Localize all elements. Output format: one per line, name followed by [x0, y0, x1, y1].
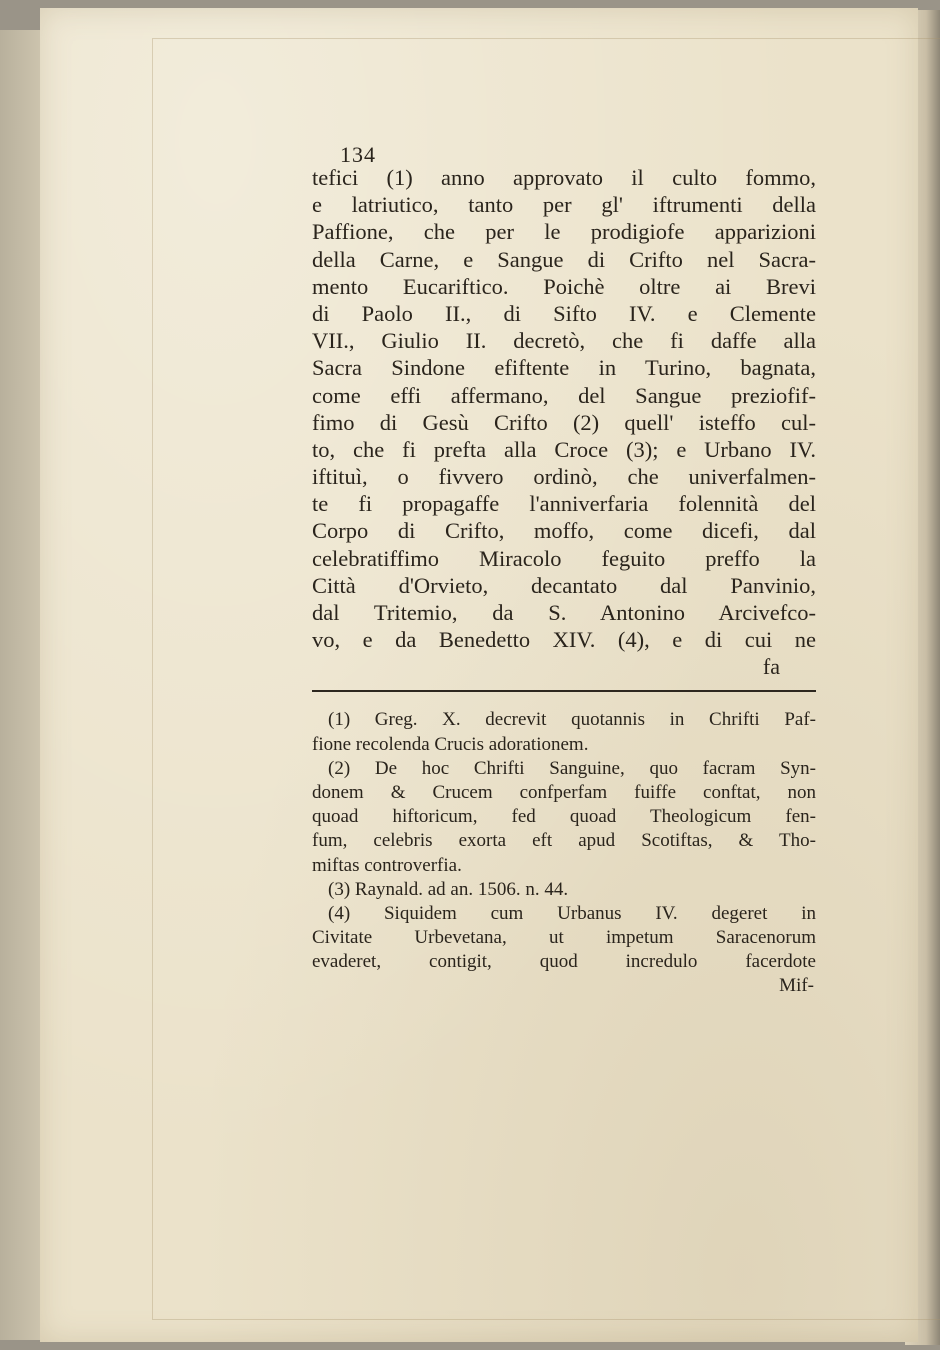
footnote-line: evaderet, contigit, quod incredulo facerdote — [312, 951, 816, 973]
footnote-line: (4) Siquidem cum Urbanus IV. degeret in — [328, 902, 816, 924]
body-line: VII., Giulio II. decretò, che fi daffe alla — [312, 328, 816, 354]
body-line: dal Tritemio, da S. Antonino Arcivefco- — [312, 600, 816, 625]
text-block — [312, 142, 816, 998]
footnote-line: fum, celebris exorta eft apud Scotiftas, & Tho- — [312, 830, 816, 852]
body-line: te fi propagaffe l'anniverfaria folennità del — [312, 491, 816, 517]
page-number: 134 — [340, 142, 376, 167]
footnote-line: (3) Raynald. ad an. 1506. n. 44. — [328, 878, 569, 900]
body-line: di Paolo II., di Sifto IV. e Clemente — [312, 300, 816, 326]
body-line: to, che fi prefta alla Croce (3); e Urbano IV. — [312, 436, 816, 462]
body-line: vo, e da Benedetto XIV. (4), e di cui ne — [312, 627, 816, 653]
body-line: fimo di Gesù Crifto (2) quell' isteffo cul- — [312, 409, 816, 435]
body-line: iftituì, o fivvero ordinò, che univerfalmen- — [312, 464, 816, 490]
body-line: Corpo di Crifto, moffo, come dicefi, dal — [312, 518, 816, 544]
body-line: e latriutico, tanto per gl' iftrumenti della — [312, 192, 816, 218]
footnote-catchword: Mif- — [779, 975, 814, 997]
footnote-line: (1) Greg. X. decrevit quotannis in Chrifti Paf- — [328, 709, 816, 731]
body-line: Paffione, che per le prodigiofe apparizioni — [312, 219, 816, 245]
catchword: fa — [762, 654, 780, 680]
body-text — [312, 164, 816, 653]
body-line: mento Eucariftico. Poichè oltre ai Brevi — [312, 273, 816, 299]
body-line: tefici (1) anno approvato il culto fommo, — [312, 165, 816, 190]
footnote-line: miftas controverfia. — [312, 854, 462, 876]
footnotes — [312, 708, 816, 974]
footnote-line: Civitate Urbevetana, ut impetum Saracenorum — [312, 927, 816, 949]
footnote-line: (2) De hoc Chrifti Sanguine, quo facram Syn- — [328, 757, 816, 779]
body-line: Sacra Sindone efiftente in Turino, bagnata, — [312, 355, 816, 381]
footnote-rule — [312, 690, 816, 692]
footnote-line: quoad hiftoricum, fed quoad Theologicum fen- — [312, 806, 816, 828]
footnote-line: fione recolenda Crucis adorationem. — [312, 733, 589, 755]
body-line: della Carne, e Sangue di Crifto nel Sacra- — [312, 246, 816, 272]
body-line: come effi affermano, del Sangue preziofif- — [312, 382, 816, 408]
body-line: Città d'Orvieto, decantato dal Panvinio, — [312, 572, 816, 598]
footnote-line: donem & Crucem confperfam fuiffe conftat, non — [312, 781, 816, 803]
body-line: celebratiffimo Miracolo feguito preffo la — [312, 545, 816, 571]
